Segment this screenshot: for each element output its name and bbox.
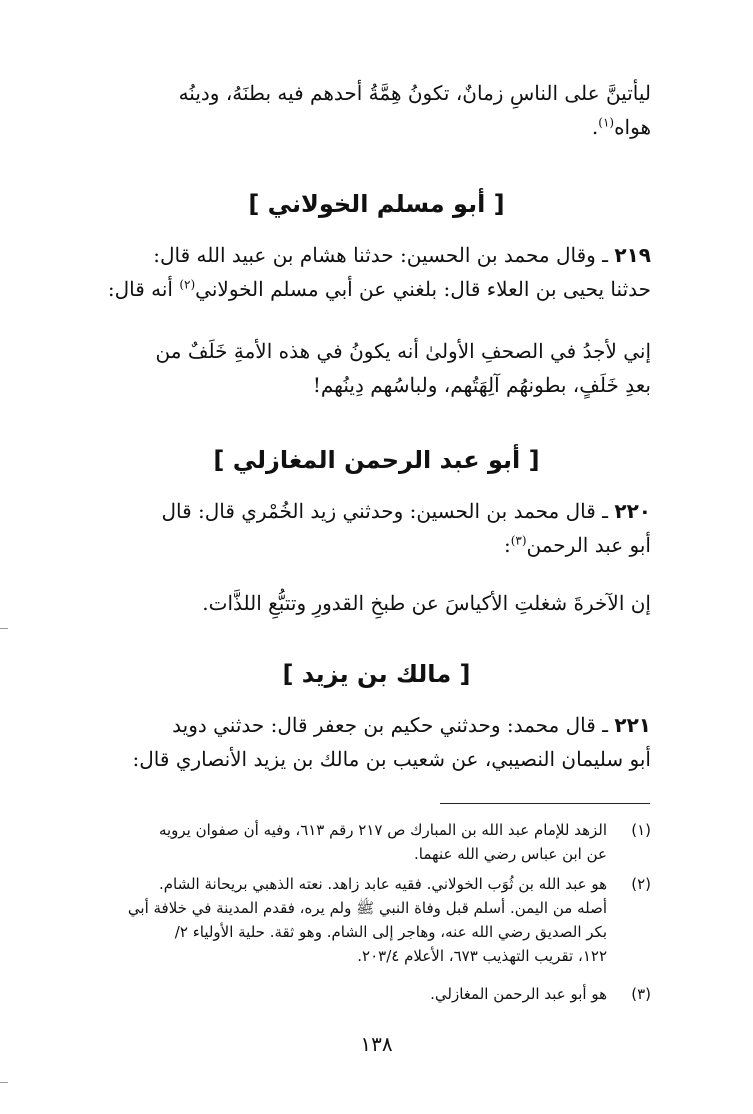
text-line xyxy=(91,708,651,742)
footnote-body xyxy=(101,982,607,1006)
text-line: أبو سليمان النصيبي، عن شعيب بن مالك بن يزيد الأنصاري قال: xyxy=(132,747,651,771)
text-line xyxy=(91,272,651,306)
section-heading-abu-muslim: [ أبو مسلم الخولاني ] xyxy=(248,190,505,218)
entry-220 xyxy=(91,494,651,562)
footnote-line: هو أبو عبد الرحمن المغازلي. xyxy=(430,985,607,1003)
footnote-number: (٣) xyxy=(631,985,651,1003)
footnote-line: بكر الصديق رضي الله عنه، وهاجر إلى الشام. وهو ثقة. حلية الأولياء ٢/ xyxy=(174,923,607,941)
footnote-line: ١٢٢، تقريب التهذيب ٦٧٣، الأعلام ٢٠٣/٤. xyxy=(357,947,607,965)
footnote-number: (٢) xyxy=(631,875,651,893)
section-heading-malik: [ مالك بن يزيد ] xyxy=(282,660,471,688)
entry-219 xyxy=(91,238,651,306)
footnote-ref-1: (١) xyxy=(598,115,615,130)
footnote-ref-3: (٣) xyxy=(510,533,527,548)
text-fragment: أبو عبد الرحمن xyxy=(526,533,651,557)
text-line xyxy=(91,494,651,528)
text-line: ليأتينَّ على الناسِ زمانٌ، تكونُ هِمَّةُ أحدهم فيه بطنَهُ، ودينُه xyxy=(178,81,651,105)
section-heading-abu-abd-al-rahman: [ أبو عبد الرحمن المغازلي ] xyxy=(213,446,540,474)
footnote-3 xyxy=(101,982,651,1006)
footnote-line: هو عبد الله بن ثُوَب الخولاني. فقيه عابد زاهد. نعته الذهبي بريحانة الشام. xyxy=(158,875,607,893)
scan-margin-mark xyxy=(0,1082,8,1083)
text-fragment: ـ وقال محمد بن الحسين: حدثنا هشام بن عبيد الله قال: xyxy=(153,243,615,267)
footnote-2 xyxy=(101,872,651,968)
page-number: ١٣٨ xyxy=(360,1032,393,1056)
text-fragment: أنه قال: xyxy=(107,277,180,301)
scan-margin-mark xyxy=(0,628,8,629)
text-line xyxy=(91,528,651,562)
text-fragment: ـ قال محمد: وحدثني حكيم بن جعفر قال: حدثني دويد xyxy=(172,713,615,737)
footnote-line: الزهد للإمام عبد الله بن المبارك ص ٢١٧ رقم ٦١٣، وفيه أن صفوان يرويه xyxy=(158,821,607,839)
text-fragment: هواه xyxy=(614,115,651,139)
quote-219 xyxy=(91,334,651,402)
text-fragment: ـ قال محمد بن الحسين: وحدثني زيد الخُمْري قال: قال xyxy=(161,499,615,523)
quote-line: إني لأجدُ في الصحفِ الأولىٰ أنه يكونُ في هذه الأمةِ خَلَفٌ من xyxy=(155,339,651,363)
text-fragment: : xyxy=(503,533,511,557)
footnote-separator xyxy=(440,803,650,804)
text-line xyxy=(91,110,651,144)
footnote-line: أصله من اليمن. أسلم قبل وفاة النبي ﷺ ولم يره، فقدم المدينة في خلافة أبي xyxy=(127,899,607,917)
quote-line: بعدِ خَلَفٍ، بطونهُم آلِهَتُهم، ولباسُهم دِينُهم! xyxy=(312,373,651,397)
footnote-number: (١) xyxy=(631,821,651,839)
entry-221 xyxy=(91,708,651,776)
entry-number: ٢٢٠ xyxy=(614,499,651,523)
footnote-line: عن ابن عباس رضي الله عنهما. xyxy=(414,845,607,863)
entry-number: ٢٢١ xyxy=(614,713,651,737)
text-fragment: . xyxy=(591,115,599,139)
footnote-body xyxy=(101,818,607,866)
quote-line: إن الآخرةَ شغلتِ الأكياسَ عن طبخِ القدورِ وتتبُّعِ اللذَّات. xyxy=(202,591,651,615)
footnote-ref-2: (٢) xyxy=(179,277,196,292)
entry-number: ٢١٩ xyxy=(614,243,651,267)
footnote-body xyxy=(101,872,607,968)
text-line xyxy=(91,238,651,272)
footnote-1 xyxy=(101,818,651,866)
text-block-continuation xyxy=(91,76,651,144)
text-fragment: حدثنا يحيى بن العلاء قال: بلغني عن أبي مسلم الخولاني xyxy=(195,277,651,301)
quote-220 xyxy=(91,586,651,620)
